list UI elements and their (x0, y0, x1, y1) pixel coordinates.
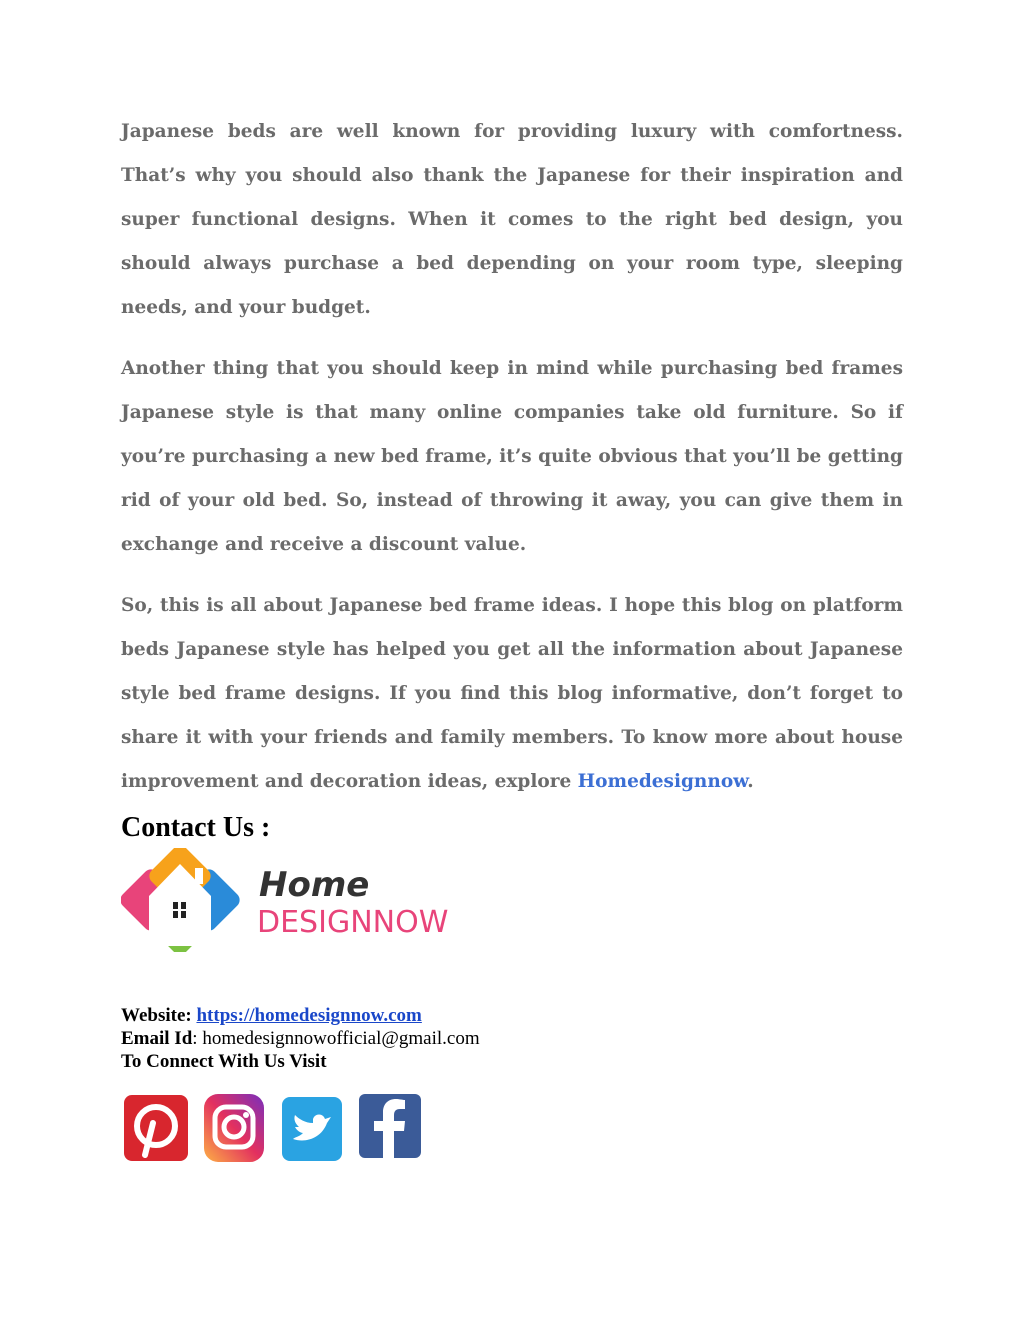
website-row (121, 1004, 480, 1027)
facebook-icon[interactable] (358, 1093, 422, 1159)
instagram-icon[interactable] (203, 1093, 265, 1163)
article-body (121, 110, 903, 821)
logo-text-home: Home (259, 865, 370, 905)
connect-row (121, 1050, 480, 1073)
homedesignnow-link[interactable]: Homedesignnow (577, 771, 748, 792)
paragraph-3-end: . (747, 771, 754, 792)
email-value[interactable]: homedesignnowofficial@gmail.com (202, 1028, 480, 1049)
contact-title: Contact Us : (121, 812, 271, 843)
logo-text-design: DESIGNNOW (257, 905, 449, 940)
website-label: Website: (121, 1005, 192, 1026)
paragraph-3-text: So, this is all about Japanese bed frame ideas. I hope this blog on platform beds Japanese style has helped you get all the information about Japanese style bed frame designs. If you find this blog informative, don’t forget to share it with your friends and family members. To know more about house improvement and decoration ideas, explore (121, 595, 903, 792)
website-link[interactable]: https://homedesignnow.com (196, 1005, 422, 1026)
email-label: Email Id (121, 1028, 193, 1049)
contact-info (121, 1004, 480, 1073)
connect-label: To Connect With Us Visit (121, 1051, 327, 1072)
paragraph-1: Japanese beds are well known for providing luxury with comfortness. That’s why you should also thank the Japanese for their inspiration and super functional designs. When it comes to the right bed design, you should always purchase a bed depending on your room type, sleeping needs, and your budget. (121, 121, 903, 318)
email-row (121, 1027, 480, 1050)
paragraph-2: Another thing that you should keep in mind while purchasing bed frames Japanese style is that many online companies take old furniture. So if you’re purchasing a new bed frame, it’s quite obvious that you’ll be getting rid of your old bed. So, instead of throwing it away, you can give them in exchange and receive a discount value. (121, 358, 903, 555)
paragraph-3 (121, 584, 903, 804)
twitter-icon[interactable] (281, 1093, 343, 1163)
pinterest-icon[interactable] (123, 1093, 189, 1163)
email-separator: : (192, 1028, 198, 1049)
homedesignnow-logo (121, 848, 466, 952)
